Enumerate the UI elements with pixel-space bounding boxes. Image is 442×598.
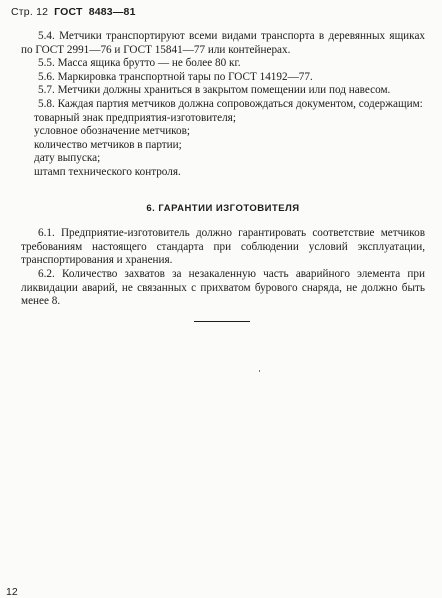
list-item: условное обозначение метчиков;: [34, 125, 191, 138]
document-contents-list: [21, 112, 425, 180]
page-header: [11, 6, 136, 18]
clause-5-5: 5.5. Масса ящика брутто — не более 80 кг.: [38, 57, 241, 70]
clause-5-7: 5.7. Метчики должны храниться в закрытом помещении или под навесом.: [38, 84, 391, 97]
list-item: дату выпуска;: [34, 152, 101, 165]
clause-5-8: 5.8. Каждая партия метчиков должна сопровождаться документом, содержащим:: [38, 97, 423, 110]
end-divider: [194, 321, 250, 322]
clause-6-2: 6.2. Количество захватов за незакаленную часть аварийного элемента при ликвидации аварий, не связанных с прихватом бурового снаряда, не должно быть менее 8.: [21, 267, 425, 308]
list-item: штамп технического контроля.: [34, 165, 181, 178]
header-standard: ГОСТ: [54, 6, 83, 18]
scan-speck: [259, 370, 260, 372]
list-item: товарный знак предприятия-изготовителя;: [34, 111, 236, 124]
header-page-label: Стр. 12: [11, 6, 49, 18]
clause-6-1: 6.1. Предприятие-изготовитель должно гарантировать соответствие метчиков требованиям настоящего стандарта при соблюдении условий эксплуатации, транспортирования и хранения.: [21, 227, 425, 267]
list-item: количество метчиков в партии;: [34, 138, 182, 151]
section-heading: 6. ГАРАНТИИ ИЗГОТОВИТЕЛЯ: [146, 202, 300, 214]
header-standard-number: 8483—81: [88, 6, 136, 18]
page-body: [21, 30, 425, 322]
clause-5-4: 5.4. Метчики транспортируют всеми видами транспорта в деревянных ящиках по ГОСТ 2991—76 и ГОСТ 15841—77 или контейнерах.: [21, 30, 425, 56]
page-number: 12: [6, 586, 18, 598]
clause-5-6: 5.6. Маркировка транспортной тары по ГОСТ 14192—77.: [38, 70, 313, 83]
